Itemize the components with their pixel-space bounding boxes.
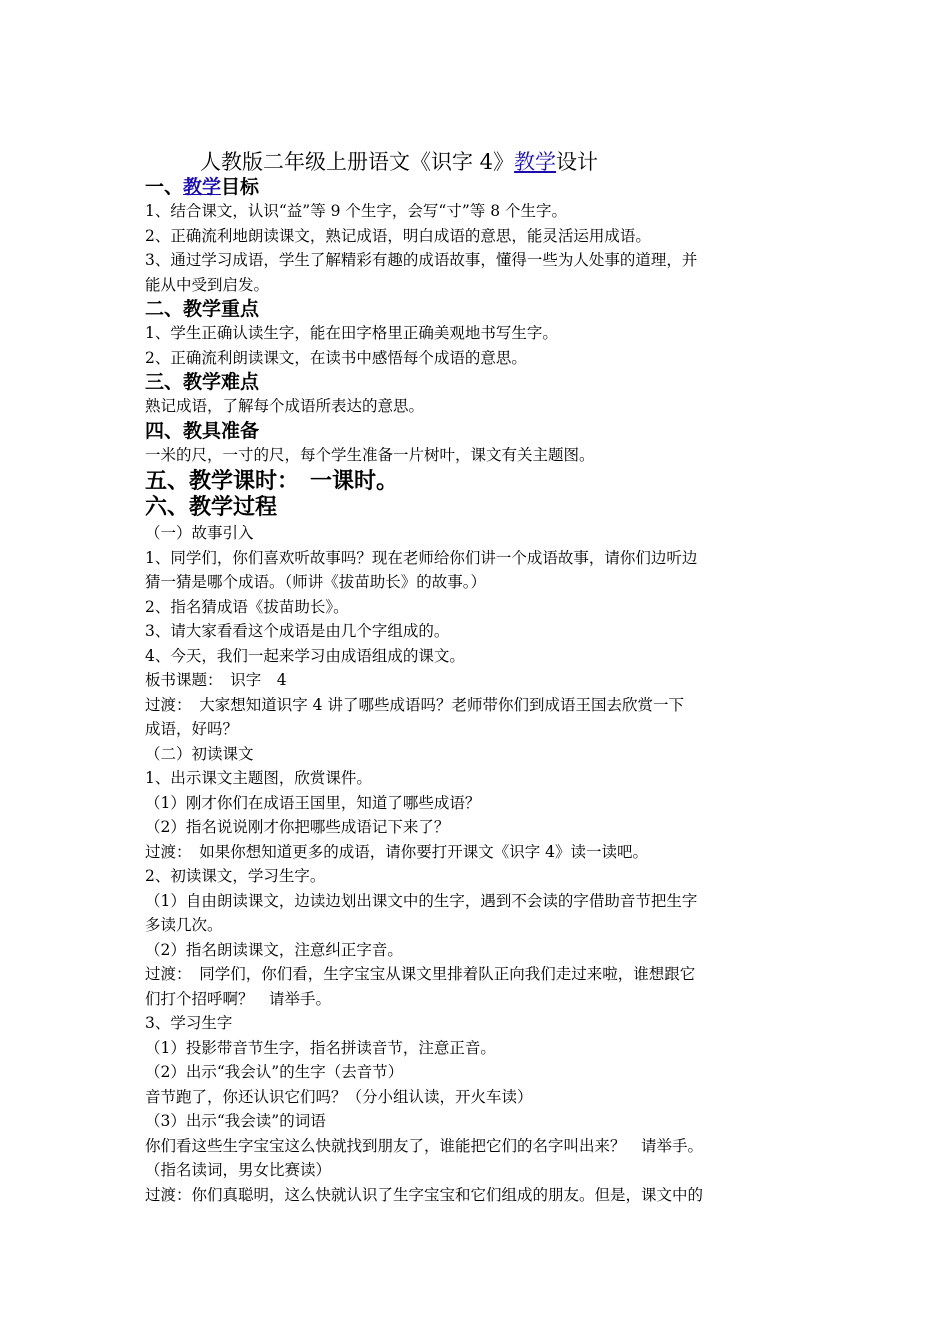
- goal-line: 1、结合课文，认识“益”等 9 个生字，会写“寸”等 8 个生字。: [145, 202, 567, 220]
- process-line: 过渡： 大家想知道识字 4 讲了哪些成语吗？老师带你们到成语王国去欣赏一下: [145, 695, 684, 714]
- section-heading-difficulty: 三、教学难点: [145, 371, 260, 393]
- process-line: （二）初读课文: [145, 744, 254, 763]
- key-points-list: [145, 321, 820, 370]
- key-point-line: 1、学生正确认读生字，能在田字格里正确美观地书写生字。: [145, 324, 558, 342]
- process-line: （一）故事引入: [145, 524, 254, 542]
- process-line: （指名读词，男女比赛读）: [145, 1161, 332, 1179]
- process-line: 4、今天，我们一起来学习由成语组成的课文。: [145, 646, 465, 665]
- difficulty-text: 熟记成语，了解每个成语所表达的意思。: [145, 397, 425, 415]
- key-point-line: 2、正确流利朗读课文，在读书中感悟每个成语的意思。: [145, 348, 527, 367]
- process-line: （2）出示“我会认”的生字（去音节）: [145, 1063, 404, 1081]
- process-line: 过渡： 如果你想知道更多的成语，请你要打开课文《识字 4》读一读吧。: [145, 842, 649, 861]
- process-line: 们打个招呼啊？ 请举手。: [145, 989, 332, 1008]
- process-line: 音节跑了，你还认识它们吗？（分小组认读，开火车读）: [145, 1087, 533, 1106]
- process-line: 2、初读课文，学习生字。: [145, 867, 326, 885]
- goals-list: [145, 199, 820, 297]
- process-line: （2）指名朗读课文，注意纠正字音。: [145, 940, 403, 959]
- section-heading-lessons: 五、教学课时： 一课时。: [145, 469, 399, 494]
- process-line: （2）指名说说刚才你把哪些成语记下来了？: [145, 818, 450, 836]
- section-heading-goals: [145, 175, 820, 199]
- process-line: （1）自由朗读课文，边读边划出课文中的生字，遇到不会读的字借助音节把生字: [145, 891, 698, 910]
- goal-line: 2、正确流利地朗读课文，熟记成语，明白成语的意思，能灵活运用成语。: [145, 226, 651, 245]
- process-line: 1、出示课文主题图，欣赏课件。: [145, 769, 372, 787]
- section-heading-key-points: 二、教学重点: [145, 298, 260, 320]
- title-link[interactable]: 教学: [514, 150, 557, 174]
- title-suffix: 设计: [556, 150, 599, 174]
- process-line: 成语，好吗？: [145, 720, 239, 738]
- process-line: 猜一猜是哪个成语。（师讲《拔苗助长》的故事。）: [145, 573, 487, 591]
- process-line: 过渡： 同学们，你们看，生字宝宝从课文里排着队正向我们走过来啦，谁想跟它: [145, 965, 696, 983]
- document-title: [145, 150, 820, 175]
- process-line: 2、指名猜成语《拔苗助长》。: [145, 597, 349, 616]
- process-line: 3、学习生字: [145, 1014, 233, 1032]
- section1-suffix: 目标: [221, 176, 260, 198]
- section-heading-materials: 四、教具准备: [145, 419, 260, 442]
- process-list: [145, 521, 820, 1207]
- section1-prefix: 一、: [145, 176, 184, 198]
- title-prefix: 人教版二年级上册语文《识字 4》: [200, 150, 515, 174]
- process-line: 过渡：你们真聪明，这么快就认识了生字宝宝和它们组成的朋友。但是，课文中的: [145, 1185, 704, 1204]
- section-heading-process: 六、教学过程: [145, 495, 278, 520]
- process-line: 1、同学们，你们喜欢听故事吗？现在老师给你们讲一个成语故事，请你们边听边: [145, 548, 698, 567]
- process-line: （3）出示“我会读”的词语: [145, 1112, 326, 1130]
- process-line: （1）投影带音节生字，指名拼读音节，注意正音。: [145, 1038, 496, 1057]
- goal-line: 能从中受到启发。: [145, 275, 270, 294]
- process-line: （1）刚才你们在成语王国里，知道了哪些成语？: [145, 793, 481, 812]
- process-line: 多读几次。: [145, 916, 223, 934]
- materials-text: 一米的尺，一寸的尺，每个学生准备一片树叶，课文有关主题图。: [145, 445, 595, 464]
- section1-link[interactable]: 教学: [183, 176, 222, 198]
- process-line: 你们看这些生字宝宝这么快就找到朋友了，谁能把它们的名字叫出来？ 请举手。: [145, 1136, 704, 1155]
- process-line: 板书课题： 识字 4: [145, 671, 287, 689]
- goal-line: 3、通过学习成语，学生了解精彩有趣的成语故事，懂得一些为人处事的道理，并: [145, 251, 698, 269]
- process-line: 3、请大家看看这个成语是由几个字组成的。: [145, 622, 450, 640]
- document-page: [145, 150, 820, 1207]
